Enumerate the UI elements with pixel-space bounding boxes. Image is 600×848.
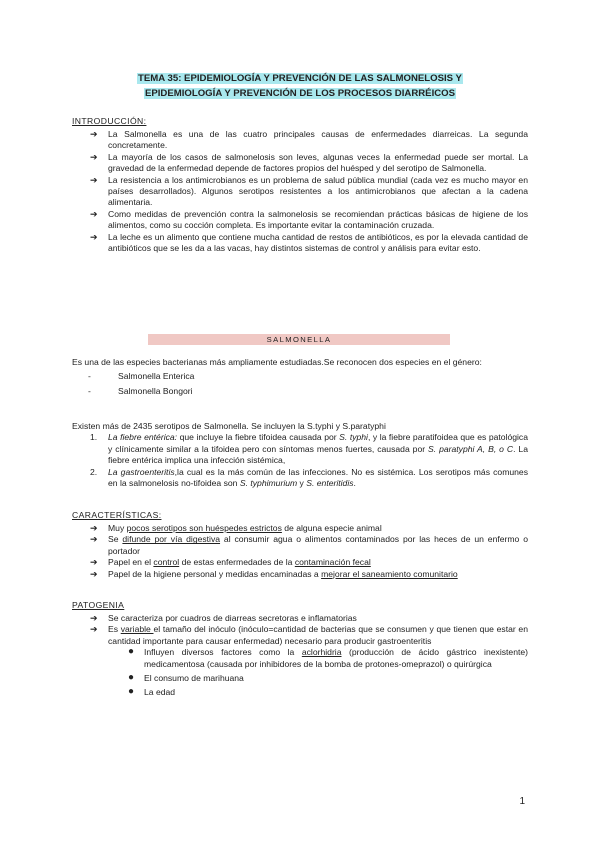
arrow-icon: ➔ xyxy=(90,208,98,219)
arrow-icon: ➔ xyxy=(90,613,98,623)
section-band-salmonella: SALMONELLA xyxy=(148,334,450,345)
list-item: ➔ Se difunde por vía digestiva al consumir agua o alimentos contaminados por las heces de un enfermo o portador xyxy=(90,534,528,556)
caracteristicas-heading: CARACTERÍSTICAS: xyxy=(72,510,162,520)
intro-heading: INTRODUCCIÓN: xyxy=(72,116,147,126)
salmonella-intro-text: Es una de las especies bacterianas más ampliamente estudiadas.Se reconocen dos especies en el género: xyxy=(72,357,482,367)
list-item: ● El consumo de marihuana xyxy=(128,672,244,684)
list-item: - Salmonella Enterica xyxy=(88,371,195,382)
salmonella-section xyxy=(72,357,528,397)
caracteristicas-list xyxy=(72,523,528,580)
bullet-icon: ● xyxy=(128,672,135,684)
arrow-icon: ➔ xyxy=(90,624,98,635)
arrow-icon: ➔ xyxy=(90,568,98,579)
list-item: ➔ La Salmonella es una de las cuatro principales causas de enfermedades diarreicas. La segunda concretamente. xyxy=(90,129,528,151)
arrow-icon: ➔ xyxy=(90,534,98,545)
list-item: ➔ La mayoría de los casos de salmonelosis son leves, algunas veces la enfermedad puede ser mortal. La gravedad de la enfermedad depende de factores propios del huésped y del serotipo de Salmonella. xyxy=(90,151,528,174)
list-item: ➔ Como medidas de prevención contra la salmonelosis se recomiendan prácticas básicas de higiene de los alimentos, como su cocción completa. Es importante evitar la contaminación cruzada. xyxy=(90,208,528,231)
numbered-item: 2. La gastroenteritis,la cual es la más común de las infecciones. No es sistémica. Los serotipos más comunes en la salmonelosis no-tifoidea son S. typhimurium y S. enteritidis. xyxy=(90,466,528,489)
list-item: ➔ Papel en el control de estas enfermedades de la contaminación fecal xyxy=(90,557,371,568)
patogenia-heading: PATOGENIA xyxy=(72,600,125,610)
intro-list xyxy=(72,129,528,254)
list-item: ● Influyen diversos factores como la aclorhidria (producción de ácido gástrico inexistente) medicamentosa (causada por inhibidores de la bomba de protones-omeprazol) o quirúrgica xyxy=(128,646,529,669)
serotypes-section xyxy=(72,421,528,489)
list-item: ➔ Se caracteriza por cuadros de diarreas secretoras e inflamatorias xyxy=(90,613,357,623)
arrow-icon: ➔ xyxy=(90,151,98,162)
bullet-icon: ● xyxy=(128,686,135,698)
list-item: ➔ Papel de la higiene personal y medidas encaminadas a mejorar el saneamiento comunitario xyxy=(90,568,458,579)
page-title xyxy=(100,71,500,101)
serotypes-text: Existen más de 2435 serotipos de Salmonella. Se incluyen la S.typhi y S.paratyphi xyxy=(72,421,386,431)
arrow-icon: ➔ xyxy=(90,129,98,139)
title-line-2: EPIDEMIOLOGÍA Y PREVENCIÓN DE LOS PROCESOS DIARRÉICOS xyxy=(144,88,456,99)
list-item: ● La edad xyxy=(128,686,176,698)
title-line-1: TEMA 35: EPIDEMIOLOGÍA Y PREVENCIÓN DE LAS SALMONELOSIS Y xyxy=(138,73,462,84)
arrow-icon: ➔ xyxy=(90,523,98,533)
patogenia-list xyxy=(72,613,528,699)
arrow-icon: ➔ xyxy=(90,231,98,242)
list-item: ➔ Muy pocos serotipos son huéspedes estrictos de alguna especie animal xyxy=(90,523,382,533)
arrow-icon: ➔ xyxy=(90,557,98,568)
list-item: ➔ Es variable el tamaño del inóculo (inóculo=cantidad de bacterias que se consumen y que tienen que estar en cantidad importante para causar enfermedad) necesario para producir gastroenteritis xyxy=(90,624,528,646)
list-item: ➔ La leche es un alimento que contiene mucha cantidad de restos de antibióticos, es por la elevada cantidad de antibióticos que se les da a las vacas, hay distintos sistemas de control y análisis para evitar esto. xyxy=(90,231,528,254)
arrow-icon: ➔ xyxy=(90,174,98,185)
list-item: ➔ La resistencia a los antimicrobianos es un problema de salud pública mundial (cada vez es mucho mayor en países desarrollados). Algunos serotipos resistentes a los antimicrobianos que afectan a la cadena alimentaria. xyxy=(90,174,528,208)
numbered-item: 1. La fiebre entérica: que incluye la fiebre tifoidea causada por S. typhi, y la fiebre paratifoidea que es patológica y clínicamente similar a la tifoidea pero con síntomas menos fuertes, causada por S. paratyphi A, B, o C. La fiebre entérica implica una infección sistémica, xyxy=(90,432,529,466)
page-number: 1 xyxy=(519,796,525,807)
bullet-icon: ● xyxy=(128,646,135,658)
list-item: - Salmonella Bongori xyxy=(88,385,193,396)
